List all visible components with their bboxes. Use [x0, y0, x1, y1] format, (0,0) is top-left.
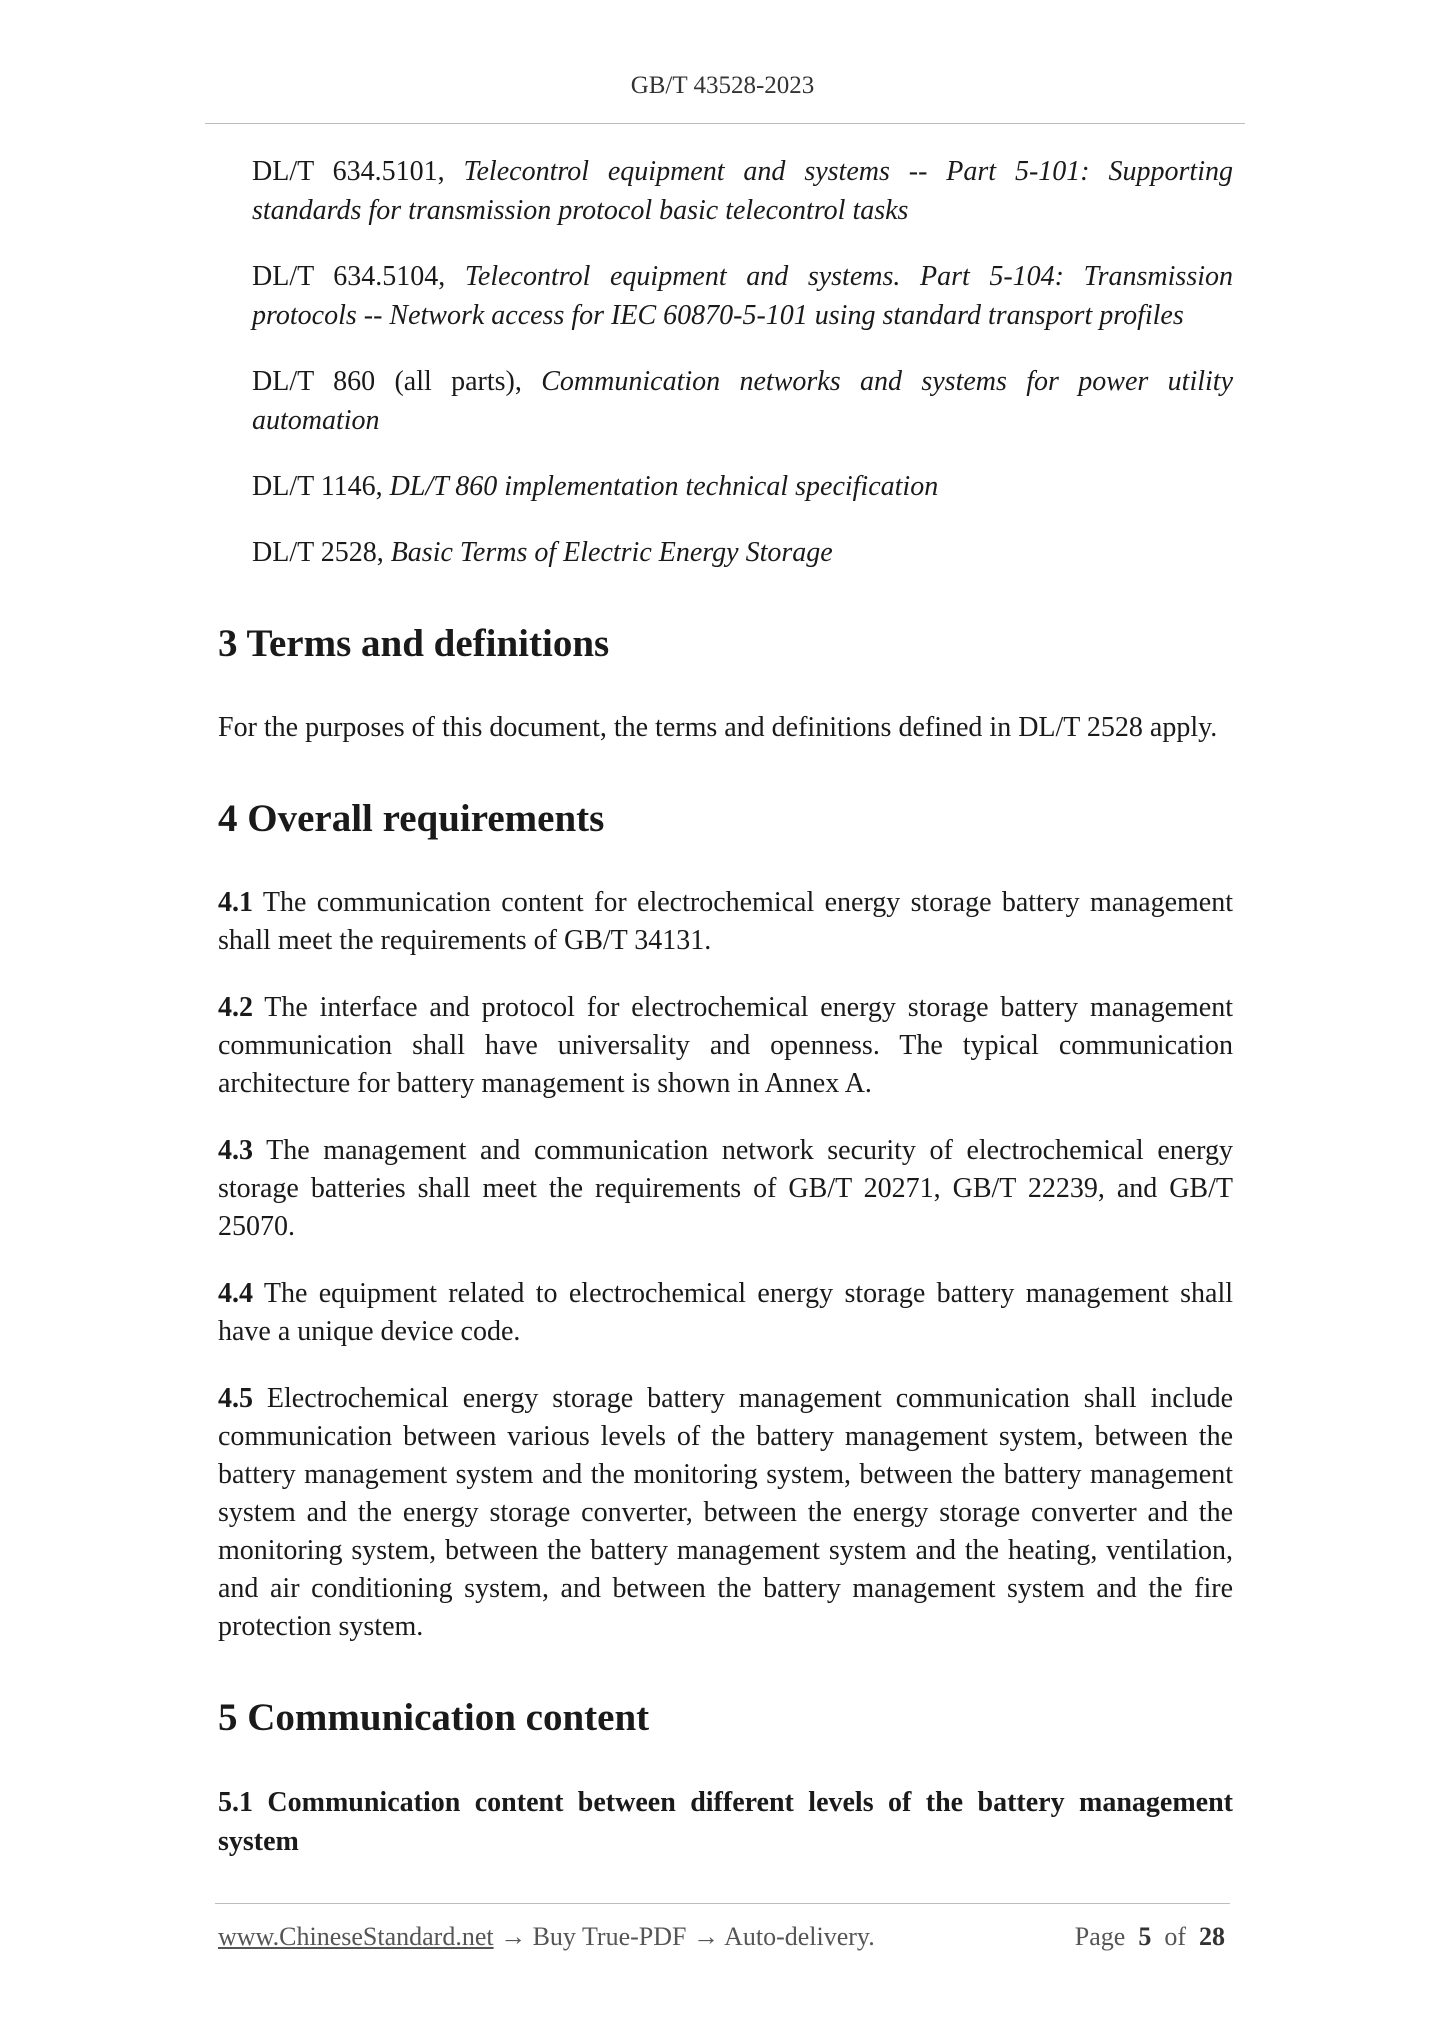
footer-divider — [215, 1903, 1230, 1904]
clause-4-5 — [218, 1380, 1233, 1646]
clause-number: 4.4 — [218, 1278, 253, 1309]
clause-4-3 — [218, 1132, 1233, 1246]
document-code-header: GB/T 43528-2023 — [630, 72, 815, 99]
section-3-text: For the purposes of this document, the terms and definitions defined in DL/T 2528 apply. — [218, 712, 1218, 743]
reference-title: DL/T 860 implementation technical specification — [389, 471, 939, 502]
delivery-text: Auto-delivery. — [724, 1922, 875, 1951]
reference-code: DL/T 634.5104, — [252, 261, 465, 292]
of-label: of — [1164, 1922, 1186, 1951]
reference-title: Communication networks and systems for power utility automation — [252, 366, 1234, 436]
section-5-heading: 5 Communication content — [218, 1696, 650, 1739]
reference-title: Telecontrol equipment and systems -- Part 5-101: Supporting standards for transmission protocol basic telecontrol tasks — [252, 156, 1233, 226]
clause-text: The equipment related to electrochemical energy storage battery management shall have a unique device code. — [218, 1278, 1233, 1347]
page-content — [218, 152, 1233, 1861]
clause-text: The management and communication network security of electrochemical energy storage batteries shall meet the requirements of GB/T 20271, GB/T 22239, and GB/T 25070. — [218, 1135, 1233, 1242]
page-indicator — [1075, 1922, 1225, 1952]
page-label: Page — [1074, 1922, 1126, 1951]
clause-number: 4.2 — [218, 992, 253, 1023]
clause-text: The communication content for electrochemical energy storage battery management shall meet the requirements of GB/T 34131. — [218, 887, 1233, 956]
current-page-number: 5 — [1138, 1922, 1152, 1951]
section-4-heading: 4 Overall requirements — [218, 797, 605, 840]
arrow-right-icon: → — [693, 1922, 719, 1951]
page-footer — [218, 1922, 1225, 1952]
clause-4-4 — [218, 1275, 1233, 1351]
reference-code: DL/T 634.5101, — [252, 156, 464, 187]
clause-text: Electrochemical energy storage battery management communication shall include communication between various levels of the battery management system, between the battery management system and the monitoring system, between the battery management system and the energy storage converter, between the energy storage converter and the monitoring system, between the battery management system and the heating, ventilation, and air conditioning system, and between the battery management system and the fire protection system. — [218, 1383, 1233, 1642]
clause-4-2 — [218, 989, 1233, 1103]
header-divider — [205, 123, 1245, 124]
section-3-heading: 3 Terms and definitions — [218, 622, 610, 665]
reference-title: Telecontrol equipment and systems. Part 5-104: Transmission protocols -- Network access for IEC 60870-5-101 using standard transport profiles — [252, 261, 1233, 331]
clause-number: 4.5 — [218, 1383, 253, 1414]
reference-item — [252, 257, 1233, 335]
clause-number: 4.1 — [218, 887, 253, 918]
website-link[interactable]: www.ChineseStandard.net — [218, 1922, 494, 1951]
subsection-5-1-heading: 5.1 Communication content between different levels of the battery management system — [218, 1787, 1233, 1857]
clause-4-1 — [218, 884, 1233, 960]
reference-title: Basic Terms of Electric Energy Storage — [390, 537, 833, 568]
reference-code: DL/T 860 (all parts), — [252, 366, 542, 397]
reference-item — [252, 467, 1233, 506]
total-pages-number: 28 — [1199, 1922, 1225, 1951]
reference-item — [252, 533, 1233, 572]
reference-item — [252, 362, 1233, 440]
footer-promo — [218, 1922, 875, 1952]
reference-code: DL/T 1146, — [252, 471, 390, 502]
arrow-right-icon: → — [500, 1922, 527, 1951]
reference-item — [252, 152, 1233, 230]
clause-number: 4.3 — [218, 1135, 253, 1166]
buy-pdf-text: Buy True-PDF — [532, 1922, 687, 1951]
clause-text: The interface and protocol for electrochemical energy storage battery management communication shall have universality and openness. The typical communication architecture for battery management is shown in Annex A. — [218, 992, 1233, 1099]
reference-code: DL/T 2528, — [252, 537, 391, 568]
